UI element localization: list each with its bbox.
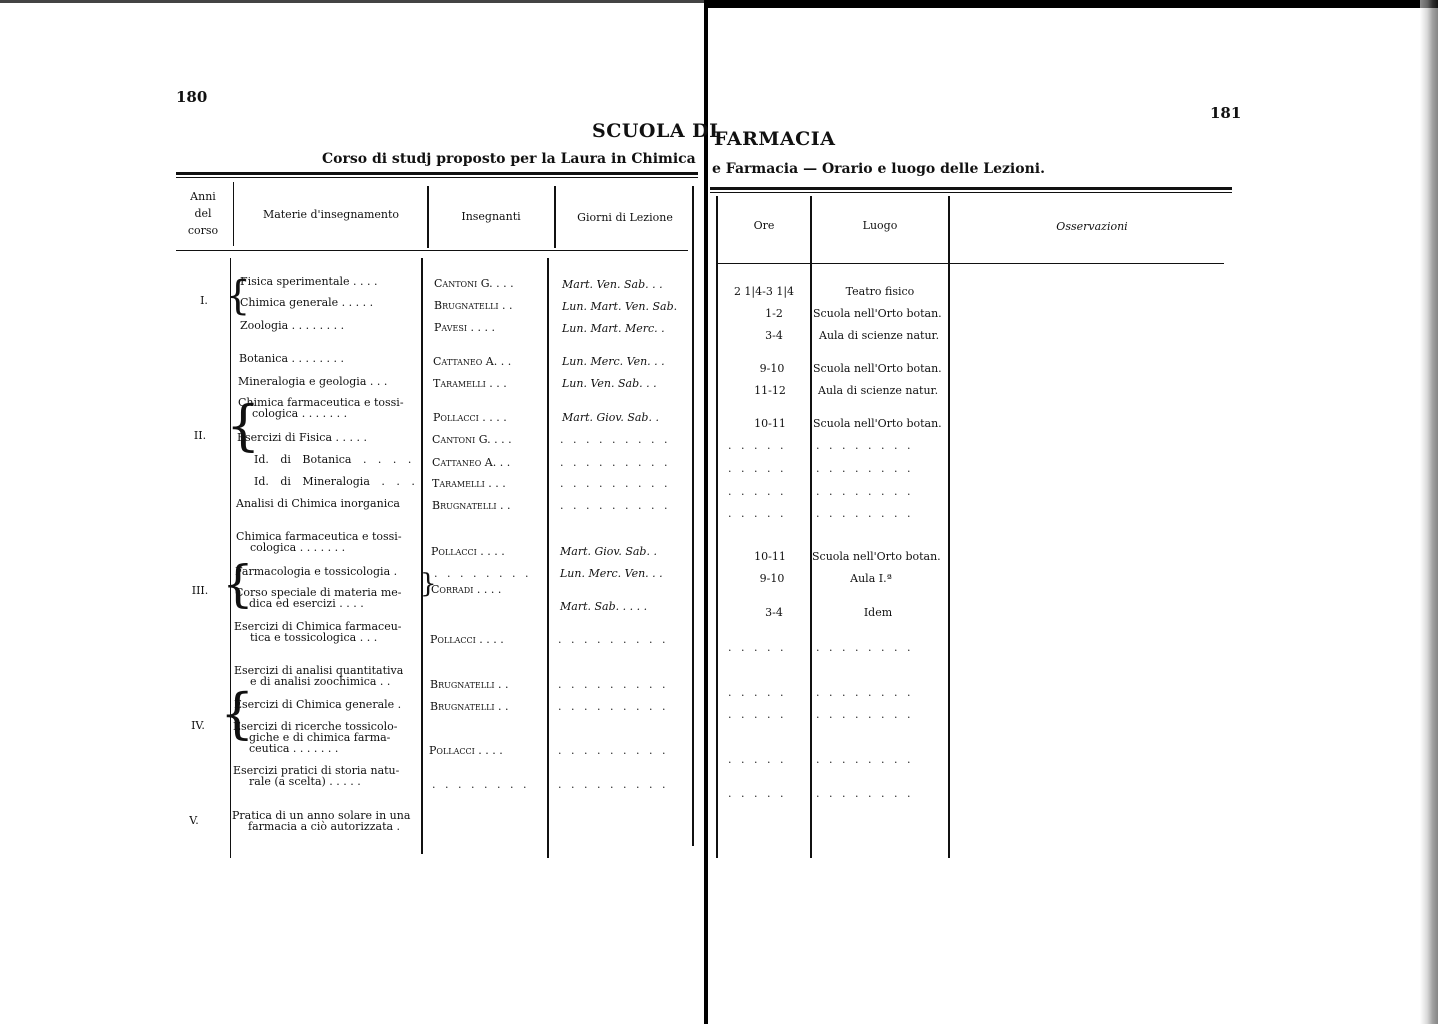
giorni-row-15: . . . . . . . . . — [558, 700, 669, 713]
left-col-line-4 — [692, 186, 694, 846]
ore-row-7: . . . . . — [728, 462, 787, 475]
right-col-line-3 — [948, 196, 950, 858]
materia-row-6: Esercizi di Fisica . . . . . — [237, 431, 367, 444]
materia-row-4: Mineralogia e geologia . . . — [238, 375, 388, 388]
page-number-left: 180 — [176, 88, 208, 106]
year-label-3: III. — [191, 584, 209, 597]
materia-row-17-line-2: rale (a scelta) . . . . . — [249, 775, 361, 788]
materia-row-18-line-2: farmacia a ciò autorizzata . — [248, 820, 401, 833]
left-rule-top-thin — [176, 177, 698, 178]
title-right-part: FARMACIA — [714, 128, 836, 150]
materia-row-10 — [236, 531, 402, 553]
materia-row-15: Esercizi di Chimica generale . — [234, 698, 402, 711]
year-label-4: IV. — [191, 719, 205, 732]
luogo-row-17: . . . . . . . . — [816, 787, 914, 800]
giorni-row-9: . . . . . . . . . — [560, 499, 671, 512]
luogo-row-1: Scuola nell'Orto botan. — [813, 307, 942, 320]
materia-row-7: Id. di Botanica . . . . — [254, 453, 412, 466]
giorni-row-12: Mart. Sab. . . . . — [560, 600, 648, 613]
right-edge-shadow — [1420, 0, 1438, 1024]
ore-row-10: 10-11 — [754, 550, 786, 563]
insegnante-row-10: Pollacci . . . . — [431, 545, 505, 558]
header-luogo: Luogo — [862, 219, 898, 232]
title-left-part: SCUOLA DI — [592, 120, 719, 142]
header-osservazioni: Osservazioni — [1056, 220, 1128, 233]
left-col-line-1a — [233, 182, 234, 246]
materia-row-13 — [234, 621, 402, 643]
brace-year-1: { — [225, 273, 251, 319]
luogo-row-4: Aula di scienze natur. — [818, 384, 939, 397]
luogo-row-16: . . . . . . . . — [816, 753, 914, 766]
giorni-row-8: . . . . . . . . . — [560, 477, 671, 490]
right-top-border — [708, 0, 1438, 8]
brace-corradi: } — [420, 569, 437, 599]
giorni-row-2: Lun. Mart. Merc. . — [562, 322, 665, 335]
header-ore: Ore — [753, 219, 775, 232]
giorni-row-16: . . . . . . . . . — [558, 744, 669, 757]
insegnante-row-0: Cantoni G. . . . — [434, 277, 514, 290]
materia-row-14-line-2: e di analisi zoochimica . . — [250, 675, 391, 688]
giorni-row-0: Mart. Ven. Sab. . . — [562, 278, 663, 291]
left-header-rule — [176, 250, 688, 251]
left-col-line-3a — [554, 186, 556, 248]
materia-row-3: Botanica . . . . . . . . — [239, 352, 344, 365]
header-insegnanti: Insegnanti — [461, 210, 521, 223]
materia-row-10-line-1: Chimica farmaceutica e tossi- — [236, 530, 402, 543]
materia-row-13-line-2: tica e tossicologica . . . — [250, 631, 378, 644]
giorni-row-14: . . . . . . . . . — [558, 678, 669, 691]
materia-row-12-line-2: dica ed esercizi . . . . — [249, 597, 364, 610]
ore-row-11: 9-10 — [759, 572, 785, 585]
materia-row-5-line-1: Chimica farmaceutica e tossi- — [238, 396, 404, 409]
header-anni: Anni del corso — [187, 190, 219, 237]
luogo-row-7: . . . . . . . . — [816, 462, 914, 475]
ore-row-15: . . . . . — [728, 708, 787, 721]
left-col-line-2a — [427, 186, 429, 248]
insegnante-row-16: Pollacci . . . . — [429, 744, 503, 757]
header-giorni: Giorni di Lezione — [577, 211, 673, 224]
luogo-row-11: Aula I.ª — [850, 572, 892, 585]
insegnante-row-9: Brugnatelli . . — [432, 499, 511, 512]
right-rule-top — [710, 187, 1232, 190]
insegnante-row-13: Pollacci . . . . — [430, 633, 504, 646]
giorni-row-6: . . . . . . . . . — [560, 433, 671, 446]
materia-row-12-line-1: Corso speciale di materia me- — [235, 586, 402, 599]
luogo-row-0: Teatro fisico — [845, 285, 915, 298]
year-label-5: V. — [189, 814, 199, 827]
materia-row-17-line-1: Esercizi pratici di storia natu- — [233, 764, 400, 777]
luogo-row-15: . . . . . . . . — [816, 708, 914, 721]
giorni-row-1: Lun. Mart. Ven. Sab. — [562, 300, 678, 313]
ore-row-16: . . . . . — [728, 753, 787, 766]
materia-row-16-line-1: Esercizi di ricerche tossicolo- — [233, 720, 398, 733]
subtitle-left-part: Corso di studj proposto per la Laura in Chimica — [322, 151, 696, 167]
insegnante-row-14: Brugnatelli . . — [430, 678, 509, 691]
materia-row-12 — [235, 587, 401, 609]
brace-year-3: { — [222, 555, 254, 613]
header-materie: Materie d'insegnamento — [262, 208, 400, 221]
giorni-row-7: . . . . . . . . . — [560, 456, 671, 469]
brace-year-4: { — [220, 682, 255, 745]
materia-row-18-line-1: Pratica di un anno solare in una — [232, 809, 411, 822]
ore-row-1: 1-2 — [765, 307, 783, 320]
right-rule-top-thin — [710, 192, 1232, 193]
materia-row-14-line-1: Esercizi di analisi quantitativa — [234, 664, 404, 677]
insegnante-row-12: Corradi . . . . — [431, 583, 502, 596]
luogo-row-14: . . . . . . . . — [816, 686, 914, 699]
giorni-row-10: Mart. Giov. Sab. . — [560, 545, 657, 558]
materia-row-16 — [233, 721, 397, 754]
giorni-row-4: Lun. Ven. Sab. . . — [562, 377, 657, 390]
giorni-row-3: Lun. Merc. Ven. . . — [562, 355, 665, 368]
materia-row-16-line-2: giche e di chimica farma- — [249, 731, 391, 744]
insegnante-row-6: Cantoni G. . . . — [432, 433, 512, 446]
luogo-row-5: Scuola nell'Orto botan. — [813, 417, 942, 430]
materia-row-13-line-1: Esercizi di Chimica farmaceu- — [234, 620, 402, 633]
insegnante-row-7: Cattaneo A. . . — [432, 456, 511, 469]
ore-row-4: 11-12 — [754, 384, 786, 397]
insegnante-row-3: Cattaneo A. . . — [433, 355, 512, 368]
year-label-1: I. — [200, 294, 208, 307]
luogo-row-12: Idem — [863, 606, 893, 619]
luogo-row-9: . . . . . . . . — [816, 507, 914, 520]
luogo-row-2: Aula di scienze natur. — [819, 329, 940, 342]
ore-row-17: . . . . . — [728, 787, 787, 800]
giorni-row-5: Mart. Giov. Sab. . — [562, 411, 659, 424]
brace-year-2: { — [226, 394, 261, 457]
giorni-row-13: . . . . . . . . . — [558, 633, 669, 646]
ore-row-0: 2 1|4-3 1|4 — [733, 285, 795, 298]
materia-row-9: Analisi di Chimica inorganica — [236, 497, 400, 510]
materia-row-5-line-2: cologica . . . . . . . — [252, 407, 348, 420]
ore-row-2: 3-4 — [765, 329, 783, 342]
page-number-right: 181 — [1210, 104, 1242, 122]
materia-row-2: Zoologia . . . . . . . . — [240, 319, 345, 332]
materia-row-10-line-2: cologica . . . . . . . — [250, 541, 346, 554]
ore-row-3: 9-10 — [759, 362, 785, 375]
insegnante-row-1: Brugnatelli . . — [434, 299, 513, 312]
luogo-row-3: Scuola nell'Orto botan. — [813, 362, 942, 375]
ore-row-9: . . . . . — [728, 507, 787, 520]
giorni-row-11: Lun. Merc. Ven. . . — [560, 567, 663, 580]
insegnante-row-4: Taramelli . . . — [433, 377, 507, 390]
insegnante-row-5: Pollacci . . . . — [433, 411, 507, 424]
ore-row-6: . . . . . — [728, 439, 787, 452]
materia-row-14 — [234, 665, 403, 687]
luogo-row-13: . . . . . . . . — [816, 641, 914, 654]
ore-row-8: . . . . . — [728, 485, 787, 498]
giorni-row-17: . . . . . . . . . — [558, 778, 669, 791]
right-col-line-1 — [716, 196, 718, 858]
left-top-border — [0, 0, 704, 3]
insegnante-row-11: . . . . . . . . — [434, 567, 532, 580]
ore-row-14: . . . . . — [728, 686, 787, 699]
subtitle-right-part: e Farmacia — Orario e luogo delle Lezioni. — [712, 161, 1045, 177]
ore-row-12: 3-4 — [765, 606, 783, 619]
page-gutter-line — [704, 0, 708, 1024]
materia-row-16-line-3: ceutica . . . . . . . — [249, 742, 339, 755]
materia-row-18 — [232, 810, 410, 832]
materia-row-17 — [233, 765, 399, 787]
materia-row-0: Fisica sperimentale . . . . — [240, 275, 378, 288]
insegnante-row-17: . . . . . . . . — [432, 778, 530, 791]
year-label-2: II. — [193, 429, 207, 442]
left-rule-top — [176, 172, 698, 175]
insegnante-row-15: Brugnatelli . . — [430, 700, 509, 713]
insegnante-row-2: Pavesi . . . . — [434, 321, 496, 334]
materia-row-1: Chimica generale . . . . . — [240, 296, 374, 309]
ore-row-13: . . . . . — [728, 641, 787, 654]
ore-row-5: 10-11 — [754, 417, 786, 430]
insegnante-row-8: Taramelli . . . — [432, 477, 506, 490]
materia-row-5 — [238, 397, 404, 419]
right-header-rule — [716, 263, 1224, 264]
luogo-row-6: . . . . . . . . — [816, 439, 914, 452]
luogo-row-10: Scuola nell'Orto botan. — [812, 550, 941, 563]
left-col-line-2b — [421, 258, 423, 854]
materia-row-11: Farmacologia e tossicologia . — [235, 565, 398, 578]
materia-row-8: Id. di Mineralogia . . . — [254, 475, 415, 488]
left-col-line-3b — [547, 258, 549, 858]
luogo-row-8: . . . . . . . . — [816, 485, 914, 498]
